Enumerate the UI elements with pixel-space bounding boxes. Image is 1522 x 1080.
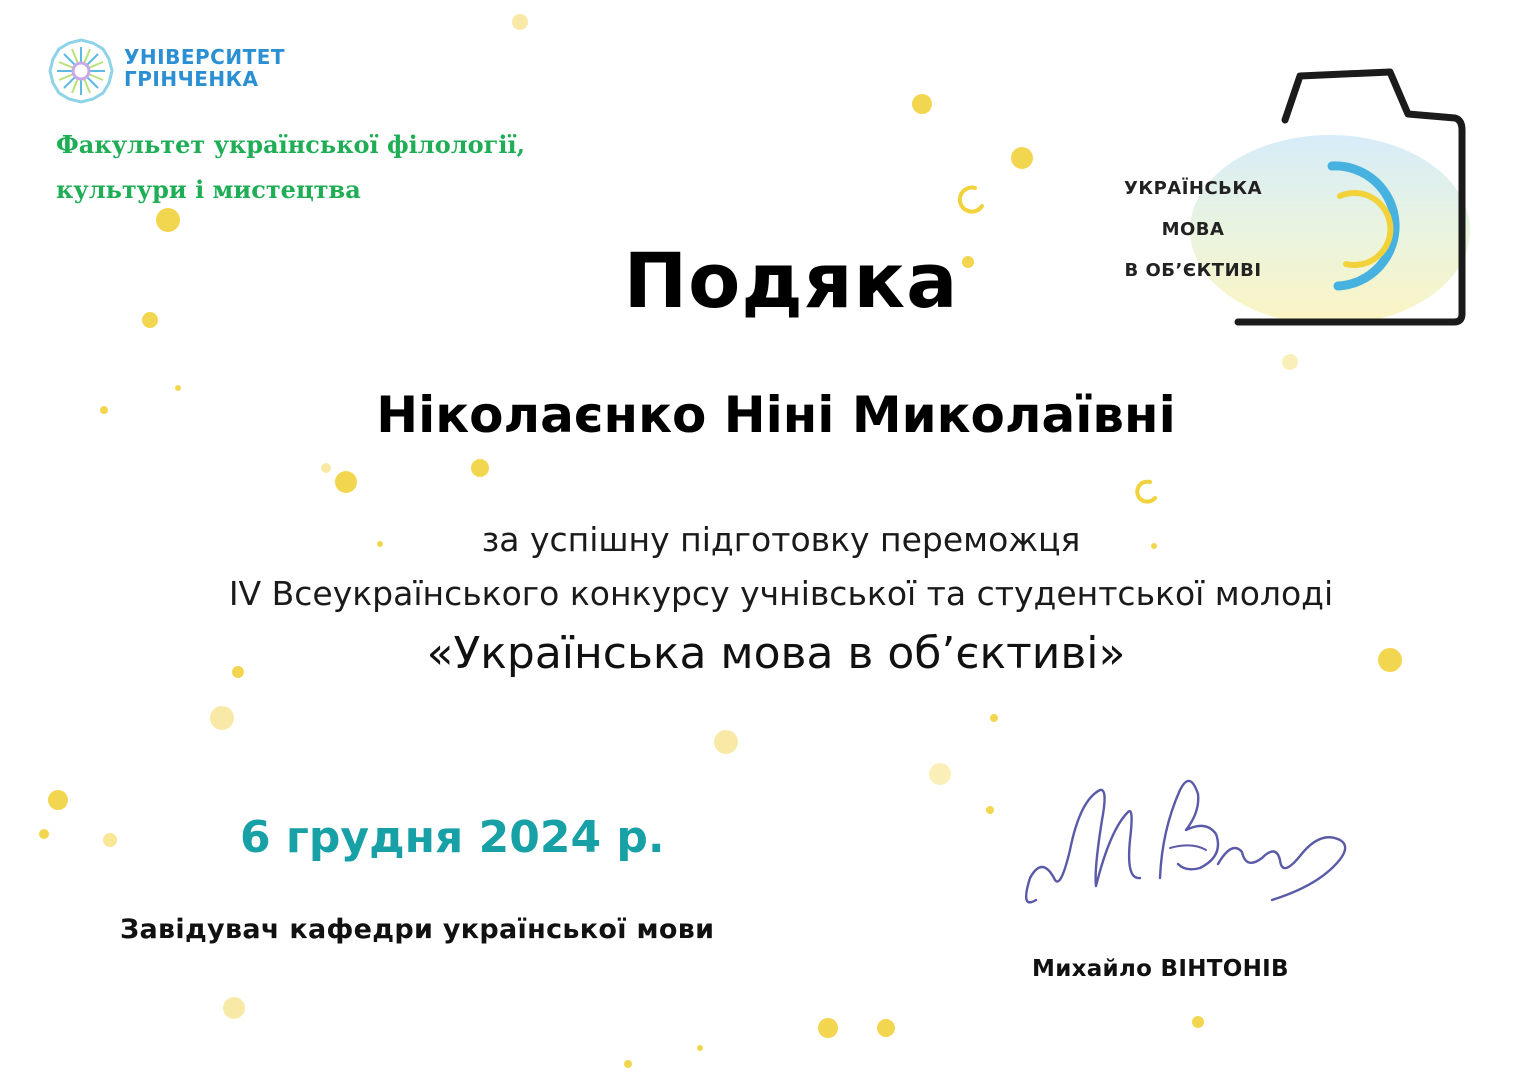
faculty-name	[56, 122, 676, 212]
contest-logo-line3: В ОБ’ЄКТИВІ	[1124, 260, 1262, 281]
university-name-line2: ГРІНЧЕНКА	[124, 67, 259, 91]
signatory-position: Завідувач кафедри української мови	[120, 914, 715, 945]
recipient-name: Ніколаєнко Ніні Миколаївні	[376, 386, 1176, 444]
university-name-line1: УНІВЕРСИТЕТ	[124, 45, 286, 69]
contest-name: «Українська мова в об’єктиві»	[426, 628, 1126, 679]
reason-line2: IV Всеукраїнського конкурсу учнівської та студентської молоді	[228, 574, 1334, 613]
certificate-title: Подяка	[623, 236, 959, 325]
university-logo	[48, 38, 288, 100]
contest-logo-line1: УКРАЇНСЬКА	[1124, 178, 1263, 199]
faculty-line2: культури і мистецтва	[56, 175, 361, 204]
signature-image	[1010, 760, 1370, 930]
reason-line1: за успішну підготовку переможця	[481, 520, 1081, 559]
signatory-name: Михайло ВІНТОНІВ	[1032, 956, 1289, 982]
certificate-date: 6 грудня 2024 р.	[240, 812, 665, 863]
faculty-line1: Факультет української філології,	[56, 130, 525, 159]
university-emblem-icon	[48, 38, 114, 104]
contest-logo-line2: МОВА	[1161, 219, 1225, 240]
